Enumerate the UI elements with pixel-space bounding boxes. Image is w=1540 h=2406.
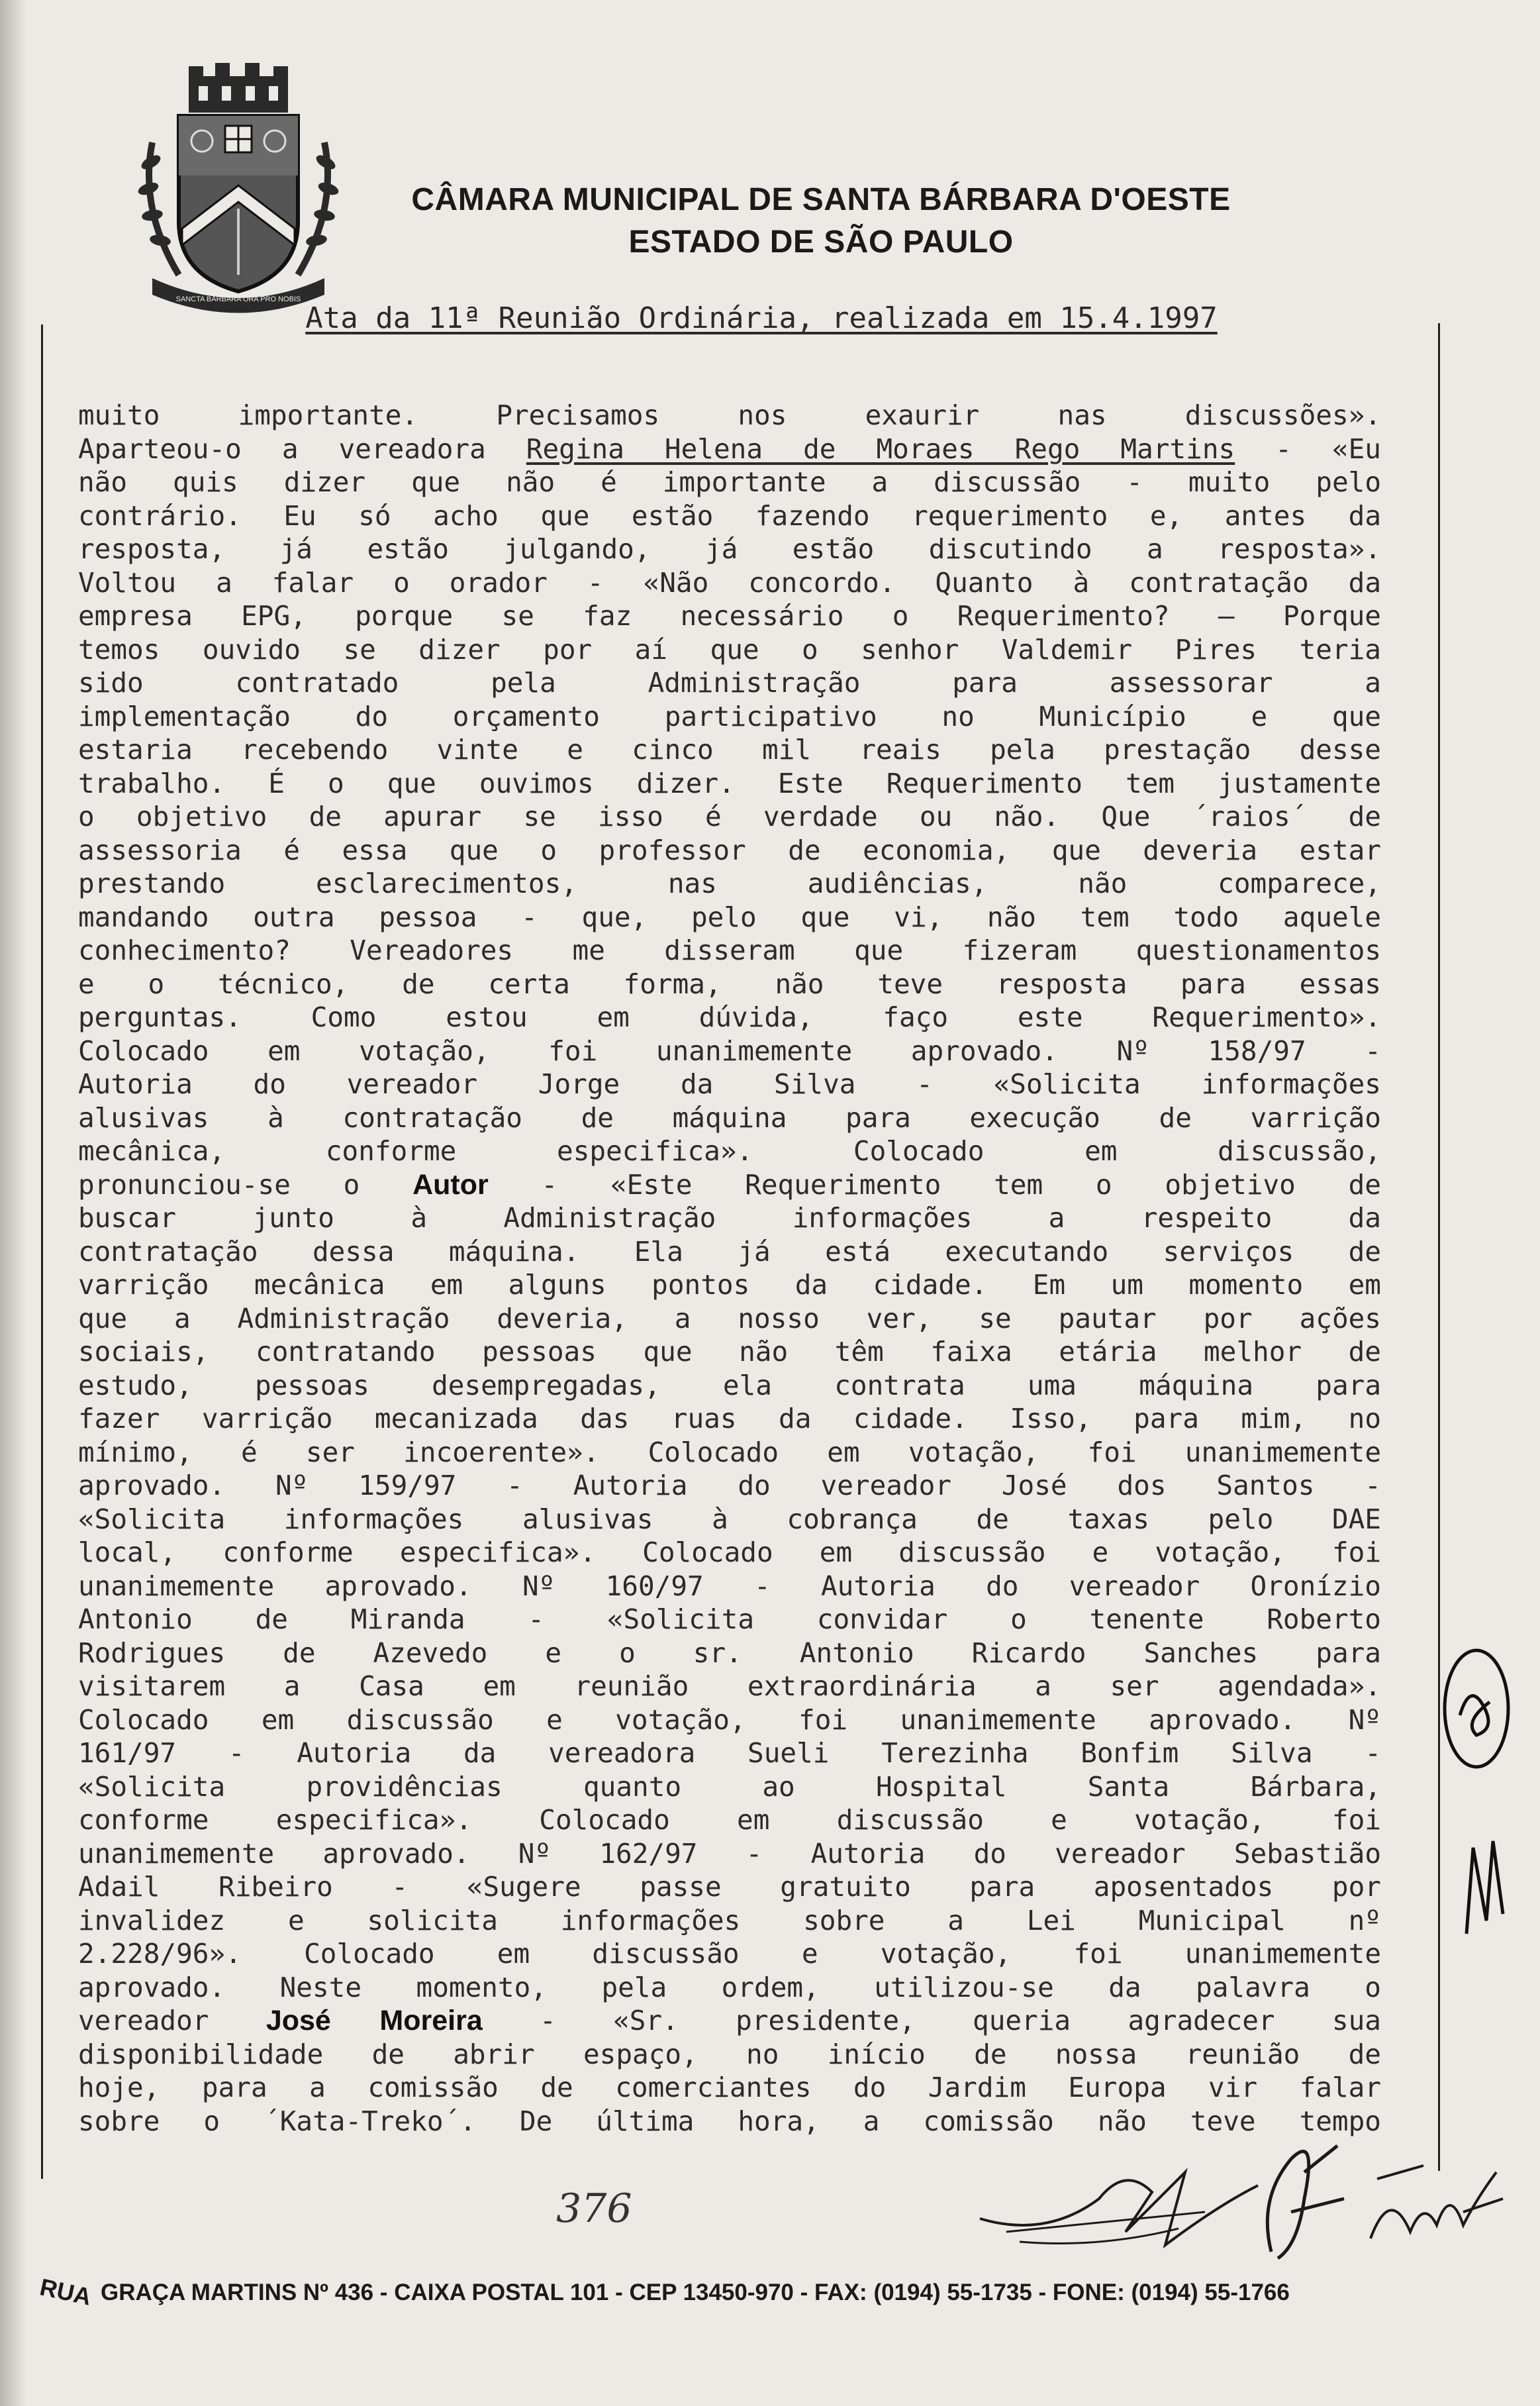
body-text-segment: pronunciou-se o xyxy=(78,1168,413,1201)
body-text-segment: sido contratado pela Administração para assessorar a xyxy=(78,667,1381,699)
body-line xyxy=(78,1503,1381,1536)
body-line xyxy=(78,1536,1381,1570)
body-line xyxy=(78,1436,1381,1470)
body-text-segment: implementação do orçamento participativo no Município e que xyxy=(78,700,1381,732)
letterhead-subtitle: ESTADO DE SÃO PAULO xyxy=(628,225,1014,260)
body-text-segment: - «Sr. presidente, queria agradecer sua xyxy=(482,2005,1381,2036)
body-text-segment: assessoria é essa que o professor de economia, que deveria estar xyxy=(78,834,1381,866)
body-line xyxy=(78,466,1381,499)
body-line xyxy=(78,1904,1381,1938)
body-text-segment: Colocado em discussão e votação, foi unanimemente aprovado. Nº xyxy=(78,1703,1381,1736)
body-text-segment: estaria recebendo vinte e cinco mil reais pela prestação desse xyxy=(78,734,1381,766)
speaker-name: José Moreira xyxy=(265,2005,483,2036)
body-text-segment: 2.228/96». Colocado em discussão e votação, foi unanimemente xyxy=(78,1938,1381,1970)
body-text-segment: temos ouvido se dizer por aí que o senhor Valdemir Pires teria xyxy=(78,633,1381,666)
body-text-segment: local, conforme especifica». Colocado em discussão e votação, foi xyxy=(78,1536,1381,1568)
rubric-circle-signature xyxy=(1437,1642,1516,1775)
body-line xyxy=(78,532,1381,566)
body-line xyxy=(78,2071,1381,2105)
body-text-segment: varrição mecânica em alguns pontos da cidade. Em um momento em xyxy=(78,1269,1381,1301)
body-line xyxy=(78,733,1381,767)
main-signature xyxy=(967,2146,1271,2258)
body-line xyxy=(78,1068,1381,1101)
body-text-segment: não quis dizer que não é importante a discussão - muito pelo xyxy=(78,466,1381,498)
body-text-segment: «Solicita informações alusivas à cobrança de taxas pelo DAE xyxy=(78,1503,1381,1535)
body-line xyxy=(78,499,1381,533)
body-text-segment: conhecimento? Vereadores me disseram que fizeram questionamentos xyxy=(78,934,1381,966)
signature-initials xyxy=(1245,2119,1351,2272)
body-text-segment: que a Administração deveria, a nosso ver, se pautar por ações xyxy=(78,1302,1381,1334)
body-text-segment: - «Este Requerimento tem o objetivo de xyxy=(488,1168,1381,1201)
body-line xyxy=(78,1302,1381,1336)
crest-motto: SANCTA BARBARA ORA PRO NOBIS xyxy=(175,295,301,303)
body-line xyxy=(78,968,1381,1001)
body-text-segment: alusivas à contratação de máquina para execução de varrição xyxy=(78,1101,1381,1134)
body-text-segment: estudo, pessoas desempregadas, ela contrata uma máquina para xyxy=(78,1369,1381,1401)
body-line xyxy=(78,599,1381,633)
body-text-segment: invalidez e solicita informações sobre a Lei Municipal nº xyxy=(78,1904,1381,1936)
scan-edge-shadow xyxy=(0,0,26,2406)
body-text-segment: muito importante. Precisamos nos exaurir nas discussões». xyxy=(78,399,1381,431)
body-text-segment: buscar junto à Administração informações a respeito da xyxy=(78,1202,1381,1234)
body-text-segment: «Solicita providências quanto ao Hospital Santa Bárbara, xyxy=(78,1770,1381,1803)
body-text-segment: unanimemente aprovado. Nº 160/97 - Autoria do vereador Oronízio xyxy=(78,1570,1381,1602)
body-line xyxy=(78,1570,1381,1603)
body-line xyxy=(78,700,1381,734)
body-line xyxy=(78,2105,1381,2138)
body-text-segment: contratação dessa máquina. Ela já está executando serviços de xyxy=(78,1235,1381,1268)
body-text-segment: empresa EPG, porque se faz necessário o Requerimento? — Porque xyxy=(78,600,1381,632)
body-line xyxy=(78,867,1381,901)
page-number: 376 xyxy=(556,2185,632,2232)
body-text-segment: sociais, contratando pessoas que não têm faixa etária melhor de xyxy=(78,1336,1381,1368)
body-line xyxy=(78,1001,1381,1034)
body-text-segment: 161/97 - Autoria da vereadora Sueli Terezinha Bonfim Silva - xyxy=(78,1737,1381,1769)
body-text-segment: hoje, para a comissão de comerciantes do Jardim Europa vir falar xyxy=(78,2072,1381,2103)
body-line xyxy=(78,901,1381,934)
body-line xyxy=(78,1201,1381,1235)
body-text-segment: Aparteou-o a vereadora xyxy=(78,432,526,465)
right-margin-rule xyxy=(1438,323,1440,2171)
body-text-segment: vereador xyxy=(78,2005,266,2036)
body-text-segment: Colocado em votação, foi unanimemente aprovado. Nº 158/97 - xyxy=(78,1034,1381,1067)
body-line xyxy=(78,1101,1381,1135)
body-text-segment: aprovado. Nº 159/97 - Autoria do vereador José dos Santos - xyxy=(78,1470,1381,1501)
speaker-name: Autor xyxy=(412,1168,489,1201)
body-line xyxy=(78,2038,1381,2072)
minutes-title: Ata da 11ª Reunião Ordinária, realizada em 15.4.1997 xyxy=(305,301,1218,335)
body-text-segment: prestando esclarecimentos, nas audiências, não comparece, xyxy=(78,868,1381,899)
body-line xyxy=(78,934,1381,968)
body-line xyxy=(78,1369,1381,1403)
body-line xyxy=(78,1335,1381,1369)
body-line xyxy=(78,1937,1381,1971)
body-text-segment: trabalho. É o que ouvimos dizer. Este Requerimento tem justamente xyxy=(78,767,1381,799)
body-line xyxy=(78,1703,1381,1737)
body-line xyxy=(78,1636,1381,1670)
body-text-segment: aprovado. Neste momento, pela ordem, utilizou-se da palavra o xyxy=(78,1971,1381,2003)
body-line xyxy=(78,1971,1381,2005)
body-line xyxy=(78,1134,1381,1168)
body-text-segment: mínimo, é ser incoerente». Colocado em votação, foi unanimemente xyxy=(78,1436,1381,1468)
body-line xyxy=(78,399,1381,432)
body-line xyxy=(78,767,1381,801)
letterhead xyxy=(358,179,1284,264)
body-line xyxy=(78,1670,1381,1703)
body-text-segment: Antonio de Miranda - «Solicita convidar o tenente Roberto xyxy=(78,1603,1381,1635)
body-text-segment: disponibilidade de abrir espaço, no início de nossa reunião de xyxy=(78,2038,1381,2070)
body-line xyxy=(78,1402,1381,1436)
minutes-body xyxy=(78,399,1381,2138)
body-line xyxy=(78,566,1381,600)
body-line xyxy=(78,1770,1381,1804)
body-text-segment: e o técnico, de certa forma, não teve resposta para essas xyxy=(78,968,1381,1000)
footer-address: GRAÇA MARTINS Nº 436 - CAIXA POSTAL 101 - CEP 13450-970 - FAX: (0194) 55-1735 - FONE: (0194) 55-1766 xyxy=(101,2280,1290,2305)
body-text-segment: resposta, já estão julgando, já estão discutindo a resposta». xyxy=(78,533,1381,565)
body-text-segment: mandando outra pessoa - que, pelo que vi, não tem todo aquele xyxy=(78,901,1381,933)
body-line xyxy=(78,432,1381,466)
body-text-segment: contrário. Eu só acho que estão fazendo requerimento e, antes da xyxy=(78,499,1381,532)
body-line xyxy=(78,1268,1381,1302)
body-text-segment: fazer varrição mecanizada das ruas da cidade. Isso, para mim, no xyxy=(78,1403,1381,1434)
rubric-margin-signature xyxy=(1457,1821,1516,1940)
footer-rua: RUA xyxy=(37,2273,94,2311)
body-line xyxy=(78,1603,1381,1636)
underlined-name: Regina Helena de Moraes Rego Martins xyxy=(526,432,1235,465)
body-text-segment: o objetivo de apurar se isso é verdade ou não. Que ´raios´ de xyxy=(78,801,1381,832)
body-text-segment: - «Eu xyxy=(1235,432,1381,465)
body-line xyxy=(78,1736,1381,1770)
body-text-segment: perguntas. Como estou em dúvida, faço este Requerimento». xyxy=(78,1001,1381,1033)
signature-right xyxy=(1364,2159,1516,2258)
left-margin-rule xyxy=(41,325,43,2179)
body-text-segment: conforme especifica». Colocado em discussão e votação, foi xyxy=(78,1804,1381,1836)
body-line xyxy=(78,1168,1381,1202)
body-line xyxy=(78,2004,1381,2038)
body-line xyxy=(78,1870,1381,1904)
body-text-segment: visitarem a Casa em reunião extraordinária a ser agendada». xyxy=(78,1670,1381,1702)
body-line xyxy=(78,1837,1381,1871)
body-text-segment: Voltou a falar o orador - «Não concordo. Quanto à contratação da xyxy=(78,566,1381,599)
municipal-crest-logo xyxy=(126,63,351,315)
body-text-segment: sobre o ´Kata-Treko´. De última hora, a comissão não teve tempo xyxy=(78,2105,1381,2137)
body-text-segment: mecânica, conforme especifica». Colocado em discussão, xyxy=(78,1135,1381,1167)
body-text-segment: Autoria do vereador Jorge da Silva - «Solicita informações xyxy=(78,1068,1381,1100)
letterhead-footer xyxy=(37,2273,1516,2311)
body-text-segment: unanimemente aprovado. Nº 162/97 - Autoria do vereador Sebastião xyxy=(78,1837,1381,1870)
letterhead-title: CÂMARA MUNICIPAL DE SANTA BÁRBARA D'OESTE xyxy=(411,182,1231,217)
body-line xyxy=(78,633,1381,667)
body-line xyxy=(78,1235,1381,1269)
body-line xyxy=(78,1803,1381,1837)
body-text-segment: Adail Ribeiro - «Sugere passe gratuito para aposentados por xyxy=(78,1871,1381,1903)
body-line xyxy=(78,1469,1381,1503)
body-text-segment: Rodrigues de Azevedo e o sr. Antonio Ricardo Sanches para xyxy=(78,1636,1381,1669)
body-line xyxy=(78,800,1381,834)
body-line xyxy=(78,1034,1381,1068)
body-line xyxy=(78,666,1381,700)
body-line xyxy=(78,834,1381,868)
